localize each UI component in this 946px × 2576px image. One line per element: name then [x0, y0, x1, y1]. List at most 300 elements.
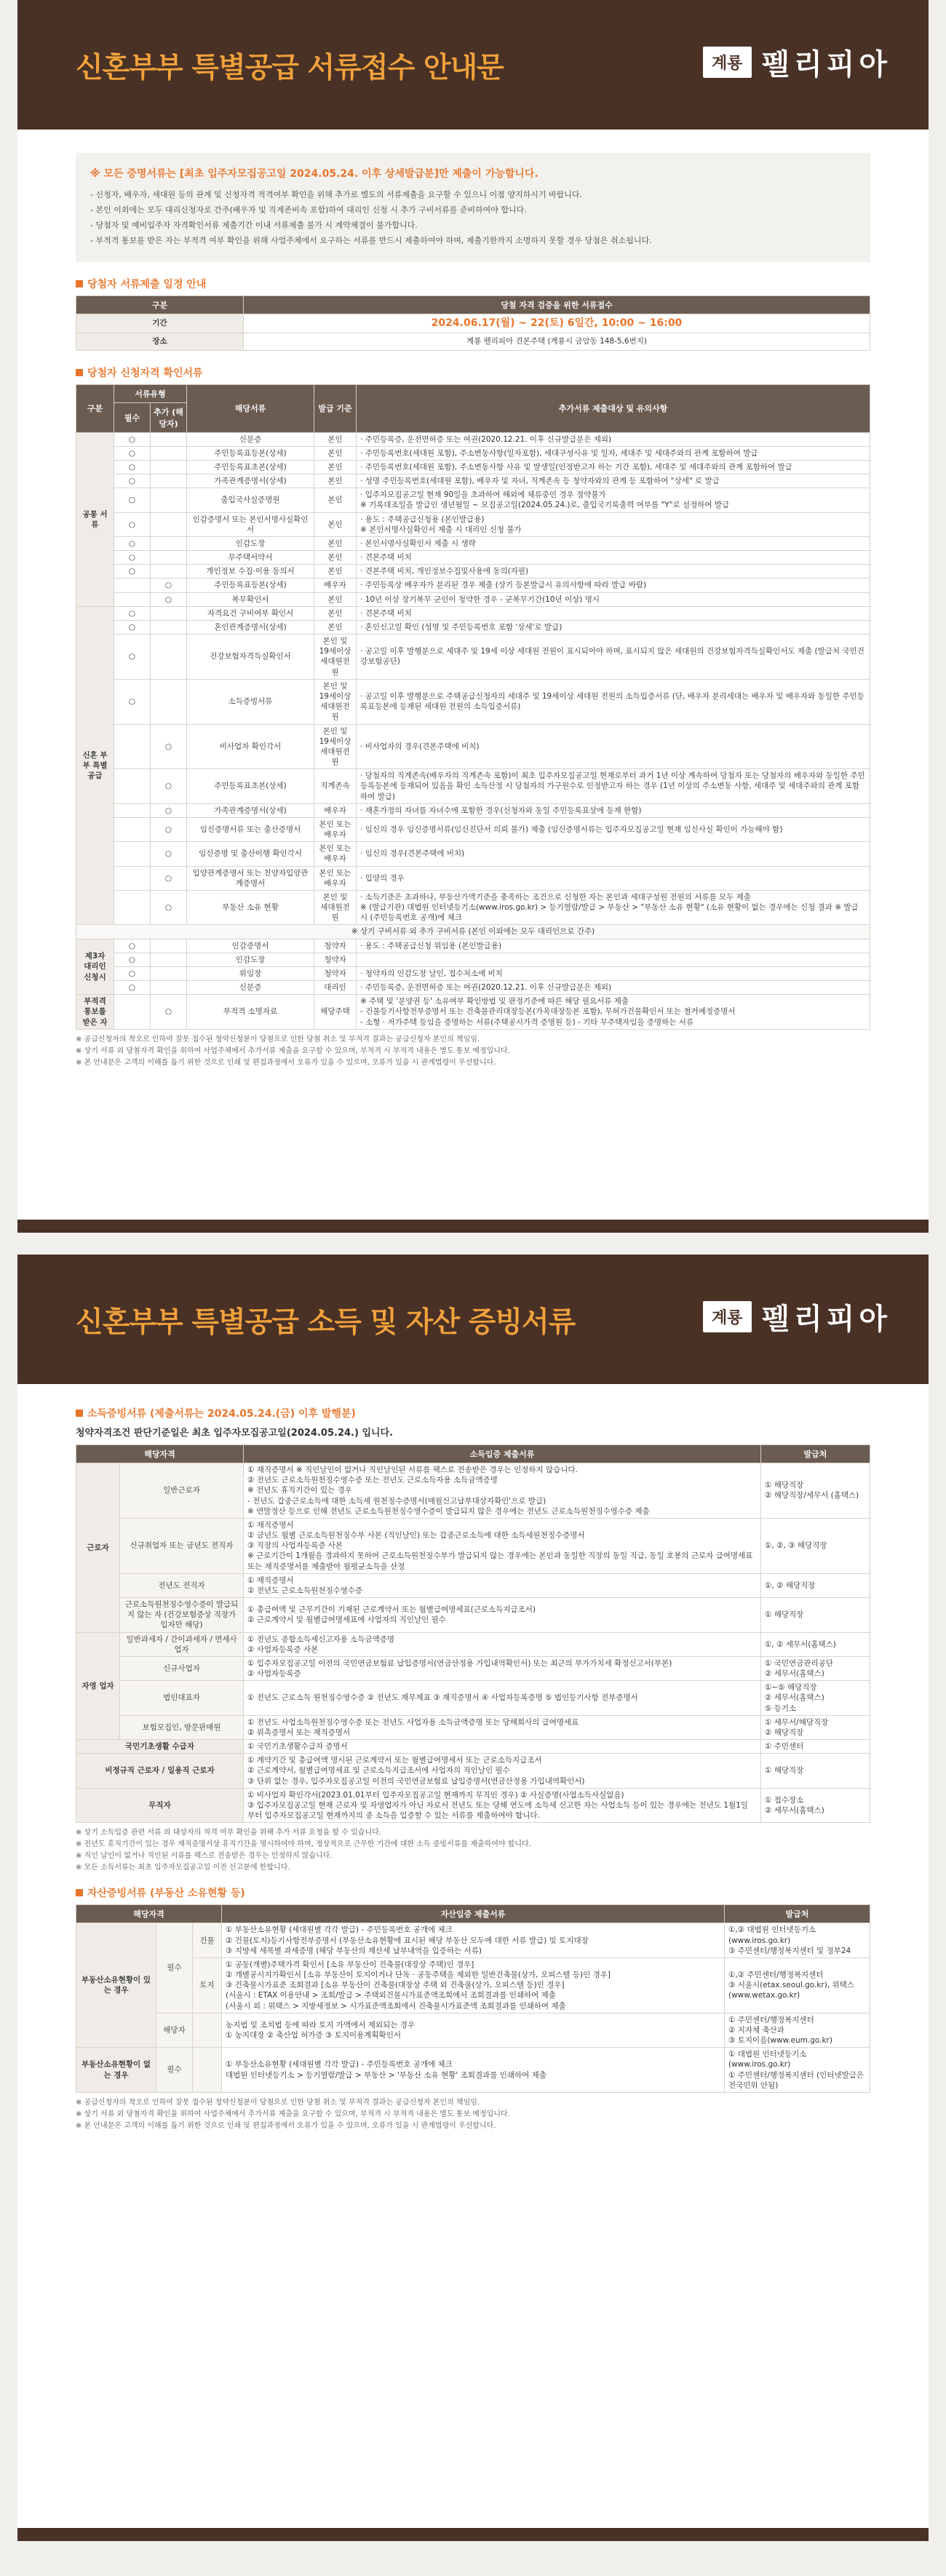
- proxy-group-label: 제3자 대리인 신청시: [76, 939, 114, 995]
- docs-document-name: 혼인관계증명서(상세): [187, 620, 314, 634]
- income-group-label: 근로자: [76, 1463, 120, 1633]
- docs-note: · 재혼가정의 자녀를 자녀수에 포함한 경우(신청자와 동일 주민등록표상에 등재 한함): [357, 803, 870, 817]
- docs-note: · 용도 : 주택공급신청 위임용 (본인발급용): [357, 939, 870, 953]
- section-bullet-icon: [76, 369, 83, 376]
- docs-document-name: 인감도장: [187, 536, 314, 550]
- docs-additional-mark: ○: [151, 579, 187, 592]
- docs-required-mark: [114, 890, 151, 925]
- docs-additional-mark: [151, 939, 187, 953]
- income-header-qualification: 해당자격: [76, 1445, 244, 1463]
- docs-issuer: 본인 또는 배우자: [314, 866, 357, 890]
- docs-additional-mark: [151, 953, 187, 966]
- asset-footnotes: [76, 2097, 870, 2132]
- asset-header-issuer: 발급처: [725, 1905, 870, 1923]
- asset-docs: 농지법 및 조치법 등에 따라 토지 가액에서 제외되는 경우 ① 농지대장 ② 축산업 허가증 ③ 토지이용계획확인서: [222, 2013, 725, 2048]
- docs-document-name: 부적격 소명자료: [187, 995, 314, 1030]
- docs-row: [76, 890, 870, 925]
- asset-docs: ① 부동산소유현황 (세대원별 각각 발급) - 주민등록번호 공개에 체크 ② 건물(토지)등기사항전부증명서 (부동산소유현황에 표시된 해당 부동산 모두에 대한 서류 발급) 및 토지대장 ③ 지방세 세목별 과세증명 (해당 부동산의 재산세 납부내역을 입증하는 서류): [222, 1923, 725, 1958]
- docs-row: [76, 460, 870, 474]
- income-row: [76, 1754, 870, 1789]
- income-header-docs: 소득입증 제출서류: [244, 1445, 761, 1463]
- docs-required-mark: ○: [114, 460, 151, 474]
- docs-note: · 용도 : 주택공급신청용 (본인발급용) ※ 본인서명사실확인서 제출 시 대리인 신청 불가: [357, 512, 870, 536]
- footnote-line: ※ 상기 소득입증 관련 서류 외 대상자의 적격 여부 확인을 위해 추가 서류 요청을 할 수 있습니다.: [76, 1829, 381, 1837]
- income-title-text: 소득증빙서류 (제출서류는 2024.05.24.(금) 이후 발행분): [87, 1408, 356, 1420]
- docs-row: [76, 966, 870, 980]
- docs-additional-mark: ○: [151, 592, 187, 606]
- income-row: [76, 1463, 870, 1519]
- docs-document-name: 인감증명서: [187, 939, 314, 953]
- asset-issuer: ①,② 대법원 인터넷등기소 (www.iros.go.kr) ③ 주민센터/행정복지센터 및 정부24: [725, 1923, 870, 1958]
- docs-row: [76, 432, 870, 446]
- income-row: [76, 1656, 870, 1680]
- asset-type-label: 필수: [156, 1923, 193, 2013]
- docs-additional-mark: [151, 474, 187, 488]
- docs-required-mark: ○: [114, 635, 151, 680]
- docs-additional-mark: ○: [151, 769, 187, 804]
- docs-issuer: 본인: [314, 446, 357, 460]
- docs-required-mark: ○: [114, 512, 151, 536]
- asset-category-label: [193, 2048, 222, 2093]
- docs-issuer: 본인 또는 배우자: [314, 842, 357, 866]
- asset-issuer: ① 대법원 인터넷등기소(www.iros.go.kr) ① 주민센터/행정복지센터 (인터넷발급은 전국민위 안됨): [725, 2048, 870, 2093]
- docs-document-name: 비사업자 확인각서: [187, 724, 314, 769]
- proxy-caption: ※ 상기 구비서류 외 추가 구비서류 (본인 이외에는 모두 대리인으로 간주): [76, 925, 870, 939]
- docs-issuer: 본인 및 19세이상 세대원전원: [314, 679, 357, 724]
- docs-header-note: 추가서류 제출대상 및 유의사항: [357, 384, 870, 432]
- docs-issuer: 본인 및 세대원전원: [314, 890, 357, 925]
- docs-issuer: 본인: [314, 551, 357, 565]
- docs-document-name: 신분증: [187, 981, 314, 995]
- docs-additional-mark: [151, 488, 187, 512]
- income-group-label: 비정규직 근로자 / 일용직 근로자: [76, 1754, 244, 1789]
- income-subgroup-label: 전년도 전직자: [120, 1573, 244, 1597]
- notice-line: - 당첨자 및 예비입주자 자격확인서류 제출기간 이내 서류제출 불가 시 계약체결이 불가합니다.: [90, 220, 418, 230]
- docs-required-mark: [114, 592, 151, 606]
- docs-issuer: 본인: [314, 432, 357, 446]
- docs-required-mark: ○: [114, 981, 151, 995]
- docs-header-additional: 추가 (해당자): [151, 402, 187, 432]
- docs-row: [76, 592, 870, 606]
- panel2-banner: [17, 1255, 929, 1384]
- asset-row: [76, 2048, 870, 2093]
- panel2-bottom-bar: [17, 2528, 929, 2541]
- docs-note: · 주민등록증, 운전면허증 또는 여권(2020.12.21. 이후 신규발급분은 제외): [357, 981, 870, 995]
- income-row: [76, 1681, 870, 1716]
- docs-note: · 주민등록증, 운전면허증 또는 여권(2020.12.21. 이후 신규발급분은 제외): [357, 432, 870, 446]
- docs-group-label: 신혼 부부 특별 공급: [76, 606, 114, 925]
- income-docs: ① 국민기초생활수급자 증명서: [244, 1740, 761, 1754]
- docs-required-mark: [114, 579, 151, 592]
- asset-row: [76, 1957, 870, 2013]
- brand-word: 펠리피아: [761, 1302, 892, 1336]
- docs-document-name: 무주택서약서: [187, 551, 314, 565]
- panel1-banner: [17, 0, 929, 130]
- docs-issuer: 본인: [314, 565, 357, 579]
- asset-category-label: 건물: [193, 1923, 222, 1958]
- docs-required-mark: ○: [114, 620, 151, 634]
- docs-issuer: 대리인: [314, 981, 357, 995]
- brand-logo: [703, 42, 899, 82]
- asset-row: [76, 1923, 870, 1958]
- schedule-period-label: 기간: [76, 314, 244, 333]
- docs-required-mark: [114, 842, 151, 866]
- docs-additional-mark: [151, 635, 187, 680]
- income-group-label: 자영 업자: [76, 1632, 120, 1740]
- docs-document-name: 입양관계증명서 또는 친양자입양관계증명서: [187, 866, 314, 890]
- docs-document-name: 부동산 소유 현황: [187, 890, 314, 925]
- income-section-title: [76, 1406, 870, 1420]
- docs-issuer: 본인: [314, 592, 357, 606]
- docs-additional-mark: ○: [151, 842, 187, 866]
- docs-note: · 견본주택 비치, 개인정보수집및사용에 동의(자필): [357, 565, 870, 579]
- unfit-group-label: 부적격 통보를 받은 자: [76, 995, 114, 1030]
- notice-line: - 부적격 통보를 받은 자는 부적격 여부 확인을 위해 사업주체에서 요구하는 서류를 반드시 제출하여야 하며, 제출기한까지 소명하지 못할 경우 당첨은 취소됩니다.: [90, 235, 652, 245]
- docs-additional-mark: [151, 565, 187, 579]
- docs-caption-row: [76, 925, 870, 939]
- income-subgroup-label: 일반과세자 / 간이과세자 / 면세사업자: [120, 1632, 244, 1656]
- docs-required-mark: ○: [114, 966, 151, 980]
- docs-row: [76, 474, 870, 488]
- income-issuer: ① 접수장소 ② 세무서(홈택스): [761, 1788, 870, 1823]
- docs-row: [76, 579, 870, 592]
- docs-additional-mark: [151, 620, 187, 634]
- income-issuer: ①, ② 해당직장: [761, 1573, 870, 1597]
- docs-issuer: 본인 또는 배우자: [314, 817, 357, 841]
- docs-additional-mark: ○: [151, 803, 187, 817]
- income-row: [76, 1715, 870, 1739]
- schedule-place-label: 장소: [76, 333, 244, 350]
- schedule-section-title: [76, 277, 870, 291]
- income-table: [76, 1444, 870, 1823]
- income-subgroup-label: 보험모집인, 방문판매원: [120, 1715, 244, 1739]
- income-docs: ① 총급여액 및 근무기간이 기재된 근로계약서 또는 월별급여명세표(근로소득지급조서) ② 근로계약서 및 월별급여명세표에 사업자의 직인날인 필수: [244, 1598, 761, 1633]
- docs-document-name: 주민등록표등본(상세): [187, 579, 314, 592]
- docs-note: · 주민등록번호(세대원 포함), 주소변동사항(일자포함), 세대구성사유 및 일자, 세대주 및 세대주와의 관계 포함하여 발급: [357, 446, 870, 460]
- docs-document-name: 가족관계증명서(상세): [187, 803, 314, 817]
- docs-additional-mark: ○: [151, 817, 187, 841]
- docs-row: [76, 842, 870, 866]
- docs-row: [76, 565, 870, 579]
- docs-required-mark: [114, 769, 151, 804]
- docs-row: [76, 488, 870, 512]
- docs-issuer: 본인: [314, 512, 357, 536]
- docs-note: · 공고일 이후 발행분으로 세대주 및 19세 이상 세대원 전원이 표시되어야 하며, 표시되지 않은 세대원의 건강보험자격득실확인서도 제출 (발급처 국민건강보험공단): [357, 635, 870, 680]
- docs-document-name: 위임장: [187, 966, 314, 980]
- docs-document-name: 출입국사실증명원: [187, 488, 314, 512]
- docs-note: · 입양의 경우: [357, 866, 870, 890]
- docs-note: · 주민등록번호(세대원 포함), 주소변동사항 사유 및 발생일(인정받고자 하는 기간 포함), 세대주 및 세대주와의 관계 포함하여 발급: [357, 460, 870, 474]
- asset-group-label: 부동산소유현황이 있는 경우: [76, 1923, 156, 2048]
- docs-issuer: 본인: [314, 460, 357, 474]
- docs-header-gubun: 구분: [76, 384, 114, 432]
- asset-type-label: 필수: [156, 2048, 193, 2093]
- footnote-line: ※ 공급신청자의 착오로 인하여 잘못 접수된 청약신청분이 당첨으로 인한 당첨 취소 및 부적격 결과는 공급신청자 본인의 책임임.: [76, 2098, 480, 2107]
- income-issuer: ① 국민연금관리공단 ② 세무서(홈택스): [761, 1656, 870, 1680]
- docs-issuer: 해당주택: [314, 995, 357, 1030]
- asset-issuer: ① 주민센터/행정복지센터 ② 지자체 축산과 ③ 토지이음(www.eum.go.kr): [725, 2013, 870, 2048]
- docs-required-mark: [114, 803, 151, 817]
- docs-row: [76, 536, 870, 550]
- asset-issuer: ①,② 주민센터/행정복지센터 ③ 서울시(etax.seoul.go.kr), 위택스(www.wetax.go.kr): [725, 1957, 870, 2013]
- docs-note: · 10년 이상 장기복무 군인이 청약한 경우 - 군복무기간(10년 이상) 명시: [357, 592, 870, 606]
- docs-row: [76, 769, 870, 804]
- docs-document-name: 인감도장: [187, 953, 314, 966]
- docs-row: [76, 866, 870, 890]
- docs-issuer: 배우자: [314, 579, 357, 592]
- docs-additional-mark: [151, 606, 187, 620]
- docs-row: [76, 981, 870, 995]
- docs-additional-mark: [151, 679, 187, 724]
- notice-line: - 본인 이외에는 모두 대리신청자로 간주(배우자 및 직계존비속 포함)하여 대리인 신청 시 추가 구비서류를 준비하여야 합니다.: [90, 204, 527, 215]
- docs-required-mark: [114, 724, 151, 769]
- docs-document-name: 주민등록표초본(상세): [187, 460, 314, 474]
- docs-row: [76, 953, 870, 966]
- footnote-line: ※ 전년도 휴직기간이 있는 경우 재직증명서상 휴직기간을 명시하여야 하며, 정상적으로 근무한 기간에 대한 소득 증빙서류를 제출하여야 합니다.: [76, 1840, 531, 1849]
- docs-issuer: 본인: [314, 488, 357, 512]
- docs-required-mark: ○: [114, 536, 151, 550]
- income-subgroup-label: 근로소득원천징수영수증이 발급되지 않는 자 (건강보험증상 직장가입자만 해당): [120, 1598, 244, 1633]
- docs-document-name: 임신증명서류 또는 출산증명서: [187, 817, 314, 841]
- docs-note: · 공고일 이후 발행분으로 주택공급신청자의 세대주 및 19세이상 세대원 전원의 소득입증서류 (단, 배우자 분리세대는 배우자 및 배우자와 동일한 주민등록표등본에 등재된 세대원 전원의 소득입증서류): [357, 679, 870, 724]
- panel1-bottom-bar: [17, 1220, 929, 1233]
- docs-title-text: 당첨자 신청자격 확인서류: [87, 367, 203, 379]
- docs-document-name: 신분증: [187, 432, 314, 446]
- docs-issuer: 본인: [314, 606, 357, 620]
- income-issuer: ① 해당직장: [761, 1754, 870, 1789]
- panel2-title: 신혼부부 특별공급 소득 및 자산 증빙서류: [76, 1306, 576, 1339]
- docs-note: · 당첨자의 직계존속(배우자의 직계존속 포함)이 최초 입주자모집공고일 현재로부터 과거 1년 이상 계속하여 당첨자 또는 당첨자의 배우자와 동일한 주민등록등본에 등재되어 있음을 확인 소득산정 시 당첨자의 가구원수로 인정받고자 하는 경우 (1년 이상의 주소변동 사항, 세대주 및 세대주와의 관계 포함하여 발급): [357, 769, 870, 804]
- income-docs: ① 전년도 종합소득세신고자용 소득금액증명 ② 사업자등록증 사본: [244, 1632, 761, 1656]
- submission-guide-panel: [17, 0, 929, 1233]
- docs-additional-mark: [151, 536, 187, 550]
- docs-document-name: 주민등록표초본(상세): [187, 769, 314, 804]
- docs-additional-mark: [151, 446, 187, 460]
- docs-note: · 임신의 경우(견본주택에 비치): [357, 842, 870, 866]
- brand-word: 펠리피아: [761, 47, 892, 82]
- schedule-place-value: 계룡 펠리피아 견본주택 (계룡시 금암동 148-5,6번지): [244, 333, 870, 350]
- docs-additional-mark: [151, 512, 187, 536]
- brand-mark: 계룡: [703, 1301, 752, 1332]
- docs-additional-mark: ○: [151, 995, 187, 1030]
- docs-note: · 임신의 경우 임신증명서류(임신진단서 의뢰 불가) 제출 (임신증명서류는 입주자모집공고일 현재 임신사실 확인이 가능해야 함): [357, 817, 870, 841]
- docs-note: · 견본주택 비치: [357, 606, 870, 620]
- docs-required-mark: ○: [114, 939, 151, 953]
- notice-headline: ※ 모든 증명서류는 [최초 입주자모집공고일 2024.05.24. 이후 상세발급분]만 제출이 가능합니다.: [90, 168, 538, 180]
- income-issuer: ①, ② 세무서(홈택스): [761, 1632, 870, 1656]
- docs-issuer: 본인: [314, 536, 357, 550]
- section-bullet-icon: [76, 1410, 83, 1417]
- docs-issuer: 직계존속: [314, 769, 357, 804]
- schedule-period-value: 2024.06.17(월) ~ 22(토) 6일간, 10:00 ~ 16:00: [244, 314, 870, 333]
- income-row: [76, 1788, 870, 1823]
- asset-title-text: 자산증빙서류 (부동산 소유현황 등): [87, 1888, 245, 1900]
- income-docs: ① 전년도 근로소득 원천징수영수증 ② 전년도 재무제표 ③ 재직증명서 ④ 사업자등록증명 ⑤ 법인등기사항 전부증명서: [244, 1681, 761, 1716]
- docs-row: [76, 679, 870, 724]
- section-bullet-icon: [76, 280, 83, 287]
- asset-section-title: [76, 1885, 870, 1900]
- docs-issuer: 본인: [314, 620, 357, 634]
- docs-note: ※ 주택 및 '분양권 등' 소유여부 확인방법 및 판정기준에 따른 해당 필요서류 제출 - 건물등기사항전부증명서 또는 건축물관리대장등본(가옥대장등본 포함), 무허가건물확인서 또는 철거예정증명서 - 소형 · 저가주택 등임을 증명하는 서류(주택공시가격 증명원 등) - 기타 무주택자임을 증명하는 서류: [357, 995, 870, 1030]
- asset-category-label: 토지: [193, 1957, 222, 2013]
- docs-additional-mark: [151, 551, 187, 565]
- section-bullet-icon: [76, 1889, 83, 1896]
- docs-row: [76, 446, 870, 460]
- footnote-line: ※ 모든 소득서류는 최초 입주자모집공고일 이전 신고분에 한합니다.: [76, 1864, 290, 1872]
- docs-row: [76, 724, 870, 769]
- footnote-line: ※ 직인 날인이 없거나 직인된 서류를 팩스로 전송받은 경우는 인정하지 않습니다.: [76, 1852, 333, 1861]
- notice-lines: [90, 188, 856, 249]
- docs-required-mark: ○: [114, 565, 151, 579]
- footnote-line: ※ 본 안내문은 고객의 이해를 돕기 위한 것으로 인쇄 및 편집과정에서 오류가 있을 수 있으며, 오류가 있을 시 관계법령이 우선합니다.: [76, 1058, 496, 1067]
- docs-header-required: 필수: [114, 402, 151, 432]
- docs-row: [76, 635, 870, 680]
- docs-required-mark: ○: [114, 488, 151, 512]
- asset-group-label: 부동산소유현황이 없는 경우: [76, 2048, 156, 2093]
- docs-additional-mark: [151, 432, 187, 446]
- docs-document-name: 주민등록표등본(상세): [187, 446, 314, 460]
- docs-document-name: 개인정보 수집·이용 동의서: [187, 565, 314, 579]
- income-docs: ① 재직증명서 ※ 직인날인이 없거나 직인날인된 서류를 팩스로 전송받은 경우는 인정하지 않습니다. ② 전년도 근로소득원천징수영수증 또는 전년도 근로소득자용 소득금액증명 ※ 전년도 휴직기간이 있는 경우 - 전년도 갑종근로소득에 대한 소득세 원천징수증명서(매월신고납부대상자확인'으로 발급) ※ 연말정산 등으로 인해 전년도 근로소득원천징수영수증이 발급되지 않은 경우에는 전년도 근로소득원천징수영수증 제출: [244, 1463, 761, 1519]
- income-group-label: 국민기초생활 수급자: [76, 1740, 244, 1754]
- asset-docs: ① 부동산소유현황 (세대원별 각각 발급) - 주민등록번호 공개에 체크 대법원 인터넷등기소 > 등기열람/발급 > 부동산 > '부동산 소유 현황' 조회결과를 인쇄하여 제출: [222, 2048, 725, 2093]
- docs-row: [76, 512, 870, 536]
- income-docs: ① 재직증명서 ② 금년도 월별 근로소득원천징수부 사본 (직인날인) 또는 갑종근로소득에 대한 소득세원천징수증명서 ③ 직장의 사업자등록증 사본 ※ 근로기간이 1개월을 경과하지 못하여 근로소득원천징수부가 발급되지 않는 경우에는 본인과 동일한 직장의 동일 직급, 동일 호봉의 근로자 급여명세표 또는 재직증명서를 제출받아 월평균소득을 산정: [244, 1518, 761, 1573]
- footnote-line: ※ 공급신청자의 착오로 인하여 잘못 접수된 청약신청분이 당첨으로 인한 당첨 취소 및 부적격 결과는 공급신청자 본인의 책임임.: [76, 1035, 480, 1043]
- docs-issuer: 청약자: [314, 939, 357, 953]
- footnote-line: ※ 상기 서류 외 당첨자격 확인을 위하여 사업주체에서 추가서류 제출을 요구할 수 있으며, 부적격 시 부적격 내용은 별도 통보 예정입니다.: [76, 2110, 510, 2118]
- asset-table: [76, 1904, 870, 2093]
- income-row: [76, 1518, 870, 1573]
- notice-line: - 신청자, 배우자, 세대원 등의 관계 및 신청자격 적격여부 확인을 위해 추가로 별도의 서류제출을 요구할 수 있으니 이점 양지하시기 바랍니다.: [90, 190, 582, 199]
- docs-required-mark: ○: [114, 679, 151, 724]
- income-subtitle: 청약자격조건 판단기준일은 최초 입주자모집공고일(2024.05.24.) 입니다.: [76, 1428, 394, 1439]
- docs-required-mark: [114, 817, 151, 841]
- income-footnotes: [76, 1827, 870, 1874]
- schedule-header-col1: 구분: [76, 295, 244, 314]
- docs-required-mark: ○: [114, 606, 151, 620]
- income-docs: ① 전년도 사업소득원천징수영수증 또는 전년도 사업자용 소득금액증명 또는 당해회사의 급여명세표 ② 위촉증명서 또는 재직증명서: [244, 1715, 761, 1739]
- docs-document-name: 소득증빙서류: [187, 679, 314, 724]
- asset-header-qualification: 해당자격: [76, 1905, 222, 1923]
- docs-row: [76, 551, 870, 565]
- footnote-line: ※ 본 안내문은 고객의 이해를 돕기 위한 것으로 인쇄 및 편집과정에서 오류가 있을 수 있으며, 오류가 있을 시 관계법령이 우선합니다.: [76, 2121, 496, 2130]
- docs-table: [76, 384, 870, 1030]
- docs-required-mark: ○: [114, 432, 151, 446]
- docs-header-doc: 해당서류: [187, 384, 314, 432]
- docs-document-name: 가족관계증명서(상세): [187, 474, 314, 488]
- docs-issuer: 본인: [314, 474, 357, 488]
- income-issuer: ①, ②, ③ 해당직장: [761, 1518, 870, 1573]
- docs-note: · 소득기준은 초과하나, 부동산가액기준을 충족하는 조건으로 신청한 자는 본인과 세대구성원 전원의 서류를 모두 제출 ※ (발급기관) 대법원 인터넷등기소(www.iros.go.kr) > 등기열람/발급 > 부동산 > "부동산 소유 현황" (소유 현황이 없는 경우에는 신청 결과 ※ 발급 시 (주민등록번호 공개)에 체크: [357, 890, 870, 925]
- docs-document-name: 인감증명서 또는 본인서명사실확인서: [187, 512, 314, 536]
- brand-mark: 계룡: [703, 47, 752, 78]
- docs-issuer: 청약자: [314, 953, 357, 966]
- panel1-title: 신혼부부 특별공급 서류접수 안내문: [76, 52, 504, 84]
- schedule-title-text: 당첨자 서류제출 일정 안내: [87, 278, 207, 290]
- docs-document-name: 임신증명 및 출산이행 확인각서: [187, 842, 314, 866]
- docs-additional-mark: ○: [151, 866, 187, 890]
- asset-docs: ① 공동(개별)주택가격 확인서 [소유 부동산이 건축물(대장상 주택)인 경우] ② 개별공시지가확인서 [소유 부동산이 토지이거나 단독 · 공동주택을 제외한 일반건축물(상가, 오피스텔 등)인 경우] ③ 건축물시가표준 조회결과 [소유 부동산이 건축물(대장상 주택 외 건축물(상가, 오피스텔 등)인 경우] (서울시 : ETAX 이용안내 > 조회/발급 > 주택외건물시가표준액조회에서 조회결과를 인쇄하여 제출 (서울시 외 : 위택스 > 지방세정보 > 시가표준액조회에서 건축물시가표준액 조회결과를 인쇄하여 제출: [222, 1957, 725, 2013]
- docs-row: [76, 817, 870, 841]
- docs-required-mark: ○: [114, 953, 151, 966]
- docs-note: · 청약자의 인감도장 날인, 접수처소에 비치: [357, 966, 870, 980]
- notice-box: [76, 153, 870, 262]
- income-subgroup-label: 신규사업자: [120, 1656, 244, 1680]
- docs-document-name: 복무확인서: [187, 592, 314, 606]
- income-issuer: ① 세무서/해당직장 ② 해당직장: [761, 1715, 870, 1739]
- docs-note: · 본인서명사실확인서 제출 시 생략: [357, 536, 870, 550]
- income-issuer: ① 해당직장: [761, 1598, 870, 1633]
- docs-additional-mark: [151, 460, 187, 474]
- docs-additional-mark: [151, 966, 187, 980]
- docs-document-name: 건강보험자격득실확인서: [187, 635, 314, 680]
- schedule-header-col2: 당첨 자격 검증을 위한 서류접수: [244, 295, 870, 314]
- docs-note: · 성명 주민등록번호(세대원 포함), 배우자 및 자녀, 직계존속 등 청약자와의 관계 등 포함하여 "상세" 로 발급: [357, 474, 870, 488]
- income-docs: ① 비사업자 확인각서(2023.01.01부터 입주자모집공고일 현재까지 무직인 경우) ② 사실증명(사업소득사실없음) ③ 입주자모집공고일 현재 근로자 및 자영업자가 아닌 자로서 전년도 또는 당해 연도에 소득세 신고한 자는 사업소득 등이 있는 경우에는 전년도 1월1일 부터 입주자모집공고일 현재까지의 종 소득을 입증할 수 있는 서류를 제출하여야 합니다.: [244, 1788, 761, 1823]
- docs-note: · 주민등록상 배우자가 분리된 경우 제출 (상기 등본발급시 유의사항에 따라 발급 바람): [357, 579, 870, 592]
- income-row: [76, 1598, 870, 1633]
- docs-group-label: 공통 서류: [76, 432, 114, 606]
- docs-note: [357, 953, 870, 966]
- panel1-footnotes: [76, 1034, 870, 1069]
- docs-row: [76, 995, 870, 1030]
- schedule-table: [76, 295, 870, 351]
- docs-document-name: 자격요건 구비여부 확인서: [187, 606, 314, 620]
- docs-note: · 혼인신고일 확인 (성명 및 주민등록번호 포함 '상세'로 발급): [357, 620, 870, 634]
- asset-row: [76, 2013, 870, 2048]
- income-row: [76, 1632, 870, 1656]
- docs-note: · 견본주택 비치: [357, 551, 870, 565]
- brand-logo: [703, 1297, 899, 1336]
- docs-additional-mark: [151, 981, 187, 995]
- docs-additional-mark: ○: [151, 724, 187, 769]
- docs-issuer: 본인 및 19세이상 세대원전원: [314, 724, 357, 769]
- docs-note: · 비사업자의 경우(견본주택에 비치): [357, 724, 870, 769]
- docs-required-mark: [114, 995, 151, 1030]
- income-row: [76, 1573, 870, 1597]
- docs-issuer: 배우자: [314, 803, 357, 817]
- asset-header-docs: 자산입증 제출서류: [222, 1905, 725, 1923]
- income-issuer: ① 주민센터: [761, 1740, 870, 1754]
- asset-category-label: [193, 2013, 222, 2048]
- docs-issuer: 청약자: [314, 966, 357, 980]
- footnote-line: ※ 상기 서류 외 당첨자격 확인을 위하여 사업주체에서 추가서류 제출을 요구할 수 있으며, 부적격 시 부적격 내용은 별도 통보 예정입니다.: [76, 1046, 510, 1055]
- income-asset-panel: [17, 1255, 929, 2541]
- docs-additional-mark: ○: [151, 890, 187, 925]
- income-docs: ① 재직증명서 ② 전년도 근로소득원천징수영수증: [244, 1573, 761, 1597]
- docs-required-mark: ○: [114, 551, 151, 565]
- docs-row: [76, 606, 870, 620]
- income-group-label: 무직자: [76, 1788, 244, 1823]
- income-docs: ① 계약기간 및 총급여액 명시된 근로계약서 또는 월별급여명세서 또는 근로소득지급조서 ② 근로계약서, 월별급여명세표 및 근로소득지급조서에 사업자의 직인날인 필수 ③ 단위 없는 경우, 입주자모집공고일 이전의 국민연금보험료 납입증명서(연금산정용 가입내역확인서): [244, 1754, 761, 1789]
- income-docs: ① 입주자모집공고일 이전의 국민연금보험료 납입증명서(연금산정용 가입내역확인서) 또는 최근의 부가가치세 확정신고서(부본) ② 사업자등록증: [244, 1656, 761, 1680]
- docs-row: [76, 939, 870, 953]
- income-header-issuer: 발급처: [761, 1445, 870, 1463]
- docs-row: [76, 803, 870, 817]
- income-issuer: ① 해당직장 ② 해당직장/세무서 (홈택스): [761, 1463, 870, 1519]
- docs-header-type: 서류유형: [114, 384, 187, 402]
- docs-issuer: 본인 및 19세이상 세대원전원: [314, 635, 357, 680]
- income-subgroup-label: 법인대표자: [120, 1681, 244, 1716]
- docs-row: [76, 620, 870, 634]
- income-issuer: ①~⑤ 해당직장 ② 세무서(홈택스) ⑤ 등기소: [761, 1681, 870, 1716]
- docs-required-mark: ○: [114, 446, 151, 460]
- asset-type-label: 해당자: [156, 2013, 193, 2048]
- docs-note: · 입주자모집공고일 현재 90일을 초과하여 해외에 체류중인 경우 정약불가 ※ 기록대조일을 발급인 생년월일 ~ 모집공고일(2024.05.24.)로, 출입국기록출력 여부를 "Y"로 설정하여 발급: [357, 488, 870, 512]
- docs-required-mark: [114, 866, 151, 890]
- income-subgroup-label: 일반근로자: [120, 1463, 244, 1519]
